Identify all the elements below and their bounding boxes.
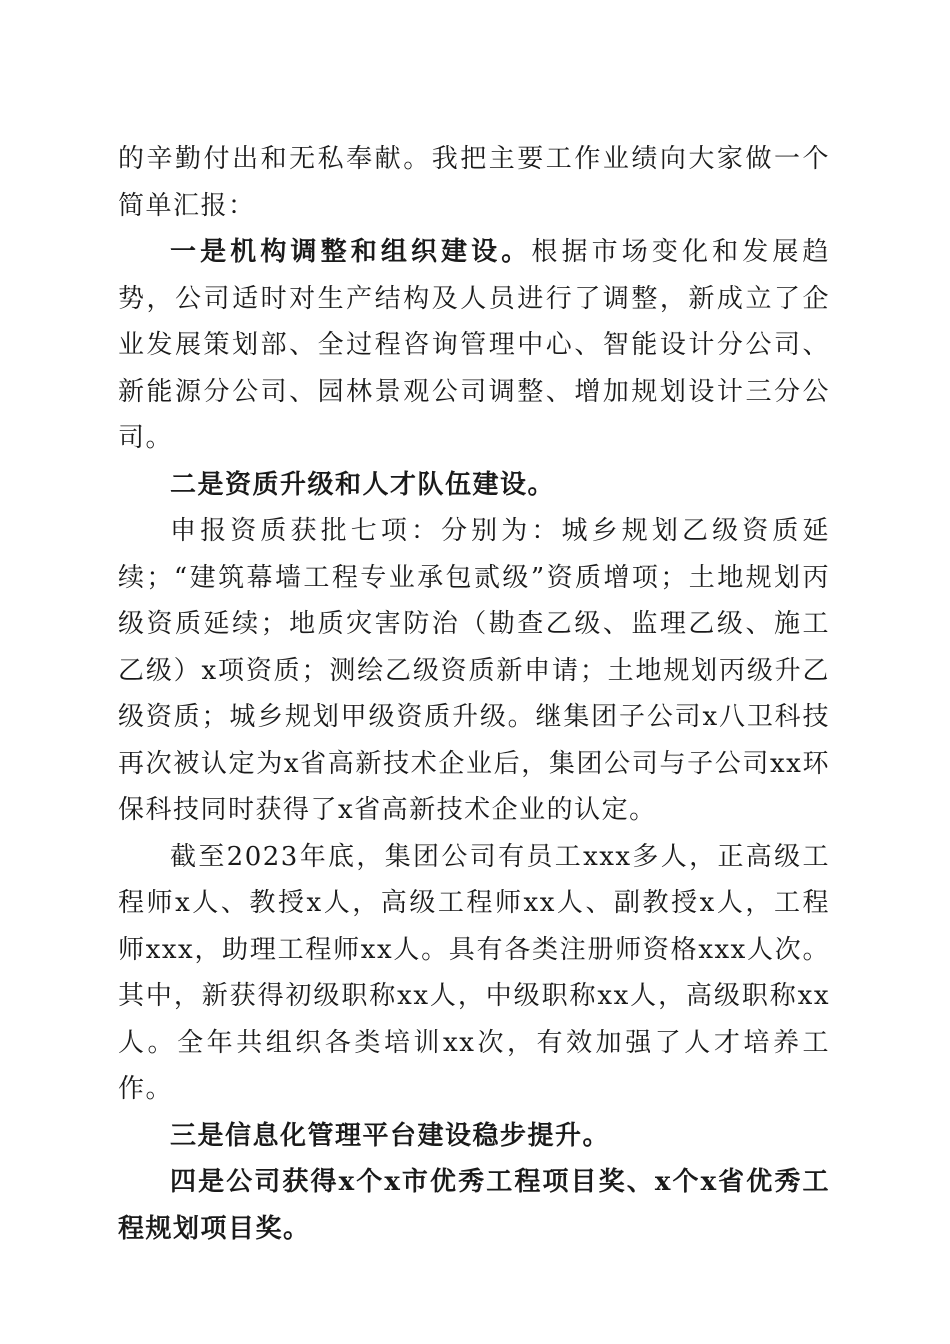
paragraph-awards	[118, 1159, 830, 1252]
paragraph-text: 根据市场变化和发展趋势，公司适时对生产结构及人员进行了调整，新成立了企业发展策划部、全过程咨询管理中心、智能设计分公司、新能源分公司、园林景观公司调整、增加规划设计三分公司。	[118, 237, 830, 453]
paragraph-staff-stats	[118, 834, 830, 1113]
document-body	[118, 136, 830, 1252]
paragraph-text: 的辛勤付出和无私奉献。我把主要工作业绩向大家做一个简单汇报：	[118, 144, 830, 221]
paragraph-lead: 二是资质升级和人才队伍建设。	[170, 469, 556, 500]
paragraph-text: 截至2023年底，集团公司有员工xxx多人，正高级工程师x人、教授x人，高级工程师xx人、副教授x人，工程师xxx，助理工程师xx人。具有各类注册师资格xxx人次。其中，新获得初级职称xx人，中级职称xx人，高级职称xx人。全年共组织各类培训xx次，有效加强了人才培养工作。	[118, 841, 830, 1104]
paragraph-qualification-details	[118, 508, 830, 834]
paragraph-lead: 三是信息化管理平台建设稳步提升。	[170, 1120, 611, 1151]
paragraph-org-building	[118, 229, 830, 462]
paragraph-text: 申报资质获批七项：分别为：城乡规划乙级资质延续；“建筑幕墙工程专业承包贰级”资质增项；土地规划丙级资质延续；地质灾害防治（勘查乙级、监理乙级、施工乙级）x项资质；测绘乙级资质新申请；土地规划丙级升乙级资质；城乡规划甲级资质升级。继集团子公司x八卫科技再次被认定为x省高新技术企业后，集团公司与子公司xx环保科技同时获得了x省高新技术企业的认定。	[118, 516, 830, 825]
paragraph-lead: 四是公司获得x个x市优秀工程项目奖、x个x省优秀工程规划项目奖。	[118, 1167, 830, 1244]
paragraph-qualification-heading	[118, 462, 830, 509]
paragraph-it-platform	[118, 1113, 830, 1160]
paragraph-intro	[118, 136, 830, 229]
paragraph-lead: 一是机构调整和组织建设。	[170, 237, 532, 267]
